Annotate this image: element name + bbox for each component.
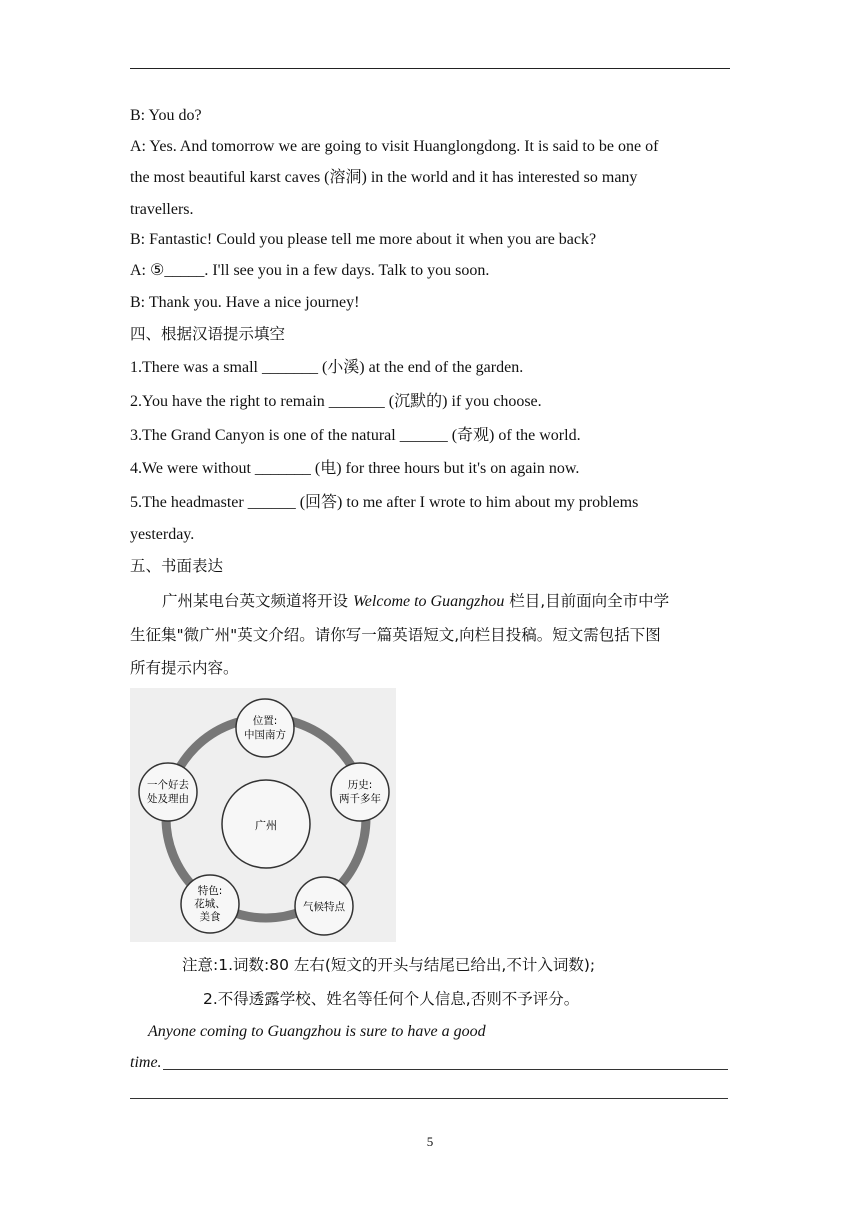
fill-in-item: 2.You have the right to remain _______ (沉默的) if you choose.	[130, 393, 542, 410]
fill-in-item: 5.The headmaster ______ (回答) to me after I wrote to him about my problems	[130, 494, 639, 511]
svg-text:历史:: 历史:	[347, 779, 373, 791]
section-4-heading: 四、根据汉语提示填空	[130, 325, 286, 343]
svg-text:处及理由: 处及理由	[147, 793, 189, 805]
writing-prompt-line	[162, 591, 669, 612]
note-1: 注意:1.词数:80 左右(短文的开头与结尾已给出,不计入词数);	[182, 956, 596, 974]
section-5-heading: 五、书面表达	[130, 557, 224, 575]
opening-sentence: Anyone coming to Guangzhou is sure to have a good	[148, 1023, 486, 1040]
dialogue-line: A: ⑤_____. I'll see you in a few days. Talk to you soon.	[130, 262, 490, 279]
opening-sentence-end: time.	[130, 1054, 162, 1071]
prompt-text: 广州某电台英文频道将开设	[162, 592, 353, 610]
guangzhou-mind-map	[130, 688, 396, 942]
writing-prompt-line: 生征集"微广州"英文介绍。请你写一篇英语短文,向栏目投稿。短文需包括下图	[130, 626, 661, 644]
svg-text:花城、: 花城、	[194, 898, 226, 910]
note-2: 2.不得透露学校、姓名等任何个人信息,否则不予评分。	[203, 990, 580, 1008]
dialogue-line: B: You do?	[130, 107, 202, 124]
writing-prompt-line: 所有提示内容。	[130, 659, 239, 677]
dialogue-line: travellers.	[130, 201, 194, 218]
writing-line[interactable]	[130, 1098, 728, 1099]
dialogue-line: B: Thank you. Have a nice journey!	[130, 294, 360, 311]
node-features	[181, 875, 239, 933]
dialogue-line: the most beautiful karst caves (溶洞) in the world and it has interested so many	[130, 169, 638, 186]
header-rule	[130, 68, 730, 69]
svg-text:中国南方: 中国南方	[244, 729, 286, 741]
column-name: Welcome to Guangzhou	[352, 593, 505, 610]
center-label: 广州	[255, 819, 277, 832]
node-climate	[295, 877, 353, 935]
svg-text:位置:: 位置:	[252, 715, 278, 727]
svg-text:特色:: 特色:	[197, 885, 223, 897]
dialogue-line: A: Yes. And tomorrow we are going to visit Huanglongdong. It is said to be one of	[130, 138, 659, 155]
fill-in-item: 3.The Grand Canyon is one of the natural ______ (奇观) of the world.	[130, 427, 581, 444]
page-number: 5	[426, 1134, 434, 1149]
center-node	[222, 780, 310, 868]
node-place	[139, 763, 197, 821]
svg-text:一个好去: 一个好去	[147, 779, 189, 791]
svg-text:两千多年: 两千多年	[339, 793, 381, 805]
writing-line[interactable]	[163, 1069, 728, 1070]
prompt-text: 栏目,目前面向全市中学	[504, 592, 670, 610]
svg-text:美食: 美食	[199, 911, 221, 923]
fill-in-item: 4.We were without _______ (电) for three hours but it's on again now.	[130, 460, 580, 477]
fill-in-item: yesterday.	[130, 526, 195, 543]
fill-in-item: 1.There was a small _______ (小溪) at the end of the garden.	[130, 359, 524, 376]
svg-text:气候特点: 气候特点	[303, 901, 345, 913]
node-history	[331, 763, 389, 821]
dialogue-line: B: Fantastic! Could you please tell me more about it when you are back?	[130, 231, 597, 248]
node-location	[236, 699, 294, 757]
